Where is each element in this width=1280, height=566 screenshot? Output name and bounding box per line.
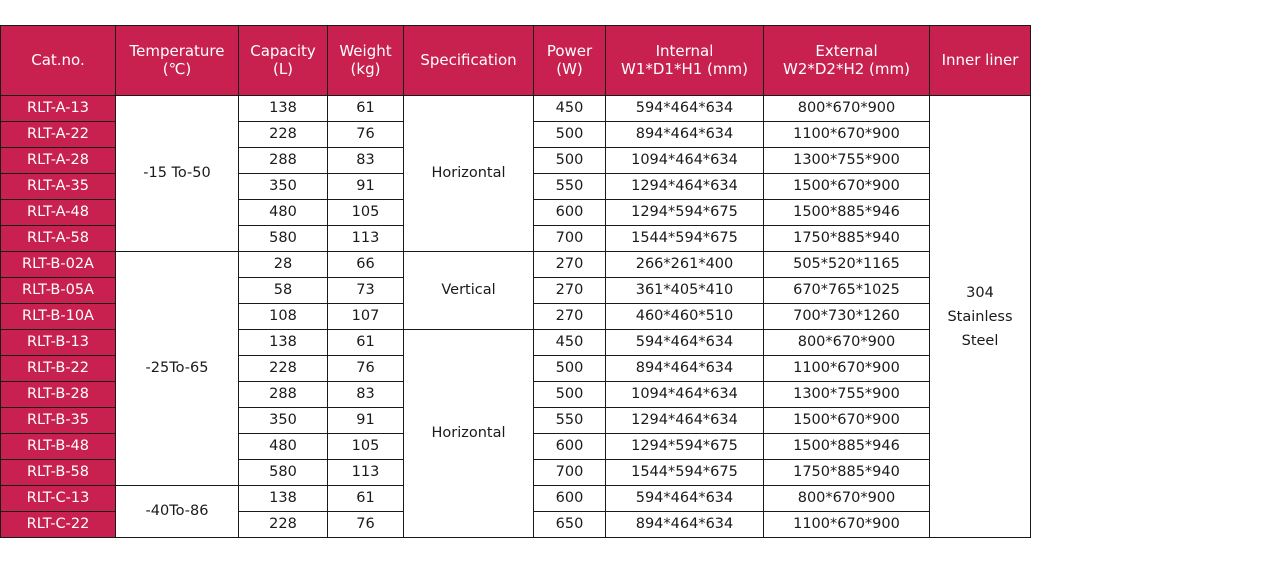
temperature-cell: -15 To-50	[116, 96, 239, 252]
cat-no-cell: RLT-B-58	[1, 460, 116, 486]
cat-no-cell: RLT-A-35	[1, 174, 116, 200]
weight-cell: 76	[328, 512, 404, 538]
internal-dim-cell: 1544*594*675	[606, 226, 764, 252]
internal-dim-cell: 894*464*634	[606, 512, 764, 538]
cat-no-cell: RLT-B-35	[1, 408, 116, 434]
temperature-cell: -40To-86	[116, 486, 239, 538]
internal-dim-cell: 894*464*634	[606, 122, 764, 148]
external-dim-cell: 1750*885*940	[764, 460, 930, 486]
external-dim-cell: 800*670*900	[764, 486, 930, 512]
power-cell: 550	[534, 408, 606, 434]
capacity-cell: 138	[239, 330, 328, 356]
capacity-cell: 138	[239, 486, 328, 512]
weight-cell: 76	[328, 122, 404, 148]
capacity-cell: 228	[239, 512, 328, 538]
header-weight: Weight (kg)	[328, 26, 404, 96]
weight-cell: 61	[328, 96, 404, 122]
capacity-cell: 58	[239, 278, 328, 304]
header-external: External W2*D2*H2 (mm)	[764, 26, 930, 96]
external-dim-cell: 505*520*1165	[764, 252, 930, 278]
power-cell: 500	[534, 148, 606, 174]
weight-cell: 76	[328, 356, 404, 382]
capacity-cell: 228	[239, 356, 328, 382]
power-cell: 450	[534, 330, 606, 356]
internal-dim-cell: 594*464*634	[606, 330, 764, 356]
specification-cell: Horizontal	[404, 330, 534, 538]
power-cell: 500	[534, 382, 606, 408]
internal-dim-cell: 1294*594*675	[606, 434, 764, 460]
specification-cell: Vertical	[404, 252, 534, 330]
weight-cell: 113	[328, 460, 404, 486]
external-dim-cell: 1300*755*900	[764, 382, 930, 408]
capacity-cell: 28	[239, 252, 328, 278]
power-cell: 270	[534, 278, 606, 304]
power-cell: 700	[534, 226, 606, 252]
header-row	[1, 26, 1031, 96]
header-internal: Internal W1*D1*H1 (mm)	[606, 26, 764, 96]
external-dim-cell: 1100*670*900	[764, 122, 930, 148]
internal-dim-cell: 1094*464*634	[606, 382, 764, 408]
external-dim-cell: 1500*885*946	[764, 200, 930, 226]
inner-liner-line: 304	[966, 284, 994, 301]
capacity-cell: 108	[239, 304, 328, 330]
external-dim-cell: 1500*670*900	[764, 174, 930, 200]
capacity-cell: 480	[239, 200, 328, 226]
power-cell: 600	[534, 486, 606, 512]
header-capacity: Capacity (L)	[239, 26, 328, 96]
weight-cell: 91	[328, 408, 404, 434]
table-row	[1, 96, 1031, 122]
cat-no-cell: RLT-A-28	[1, 148, 116, 174]
cat-no-cell: RLT-B-10A	[1, 304, 116, 330]
capacity-cell: 228	[239, 122, 328, 148]
weight-cell: 91	[328, 174, 404, 200]
internal-dim-cell: 460*460*510	[606, 304, 764, 330]
cat-no-cell: RLT-C-22	[1, 512, 116, 538]
weight-cell: 61	[328, 330, 404, 356]
power-cell: 450	[534, 96, 606, 122]
inner-liner-line: Stainless	[947, 308, 1013, 325]
weight-cell: 83	[328, 382, 404, 408]
capacity-cell: 580	[239, 226, 328, 252]
power-cell: 500	[534, 122, 606, 148]
external-dim-cell: 1100*670*900	[764, 512, 930, 538]
internal-dim-cell: 594*464*634	[606, 486, 764, 512]
internal-dim-cell: 1094*464*634	[606, 148, 764, 174]
table-row	[1, 252, 1031, 278]
capacity-cell: 580	[239, 460, 328, 486]
cat-no-cell: RLT-C-13	[1, 486, 116, 512]
weight-cell: 113	[328, 226, 404, 252]
external-dim-cell: 700*730*1260	[764, 304, 930, 330]
specification-cell: Horizontal	[404, 96, 534, 252]
external-dim-cell: 670*765*1025	[764, 278, 930, 304]
header-inner-liner: Inner liner	[930, 26, 1031, 96]
external-dim-cell: 1750*885*940	[764, 226, 930, 252]
cat-no-cell: RLT-A-22	[1, 122, 116, 148]
internal-dim-cell: 1294*464*634	[606, 408, 764, 434]
external-dim-cell: 800*670*900	[764, 96, 930, 122]
temperature-cell: -25To-65	[116, 252, 239, 486]
internal-dim-cell: 1294*594*675	[606, 200, 764, 226]
inner-liner-cell	[930, 96, 1031, 538]
internal-dim-cell: 894*464*634	[606, 356, 764, 382]
weight-cell: 61	[328, 486, 404, 512]
power-cell: 650	[534, 512, 606, 538]
cat-no-cell: RLT-B-28	[1, 382, 116, 408]
external-dim-cell: 800*670*900	[764, 330, 930, 356]
weight-cell: 83	[328, 148, 404, 174]
header-catno: Cat.no.	[1, 26, 116, 96]
spec-table	[0, 25, 1031, 538]
header-power: Power (W)	[534, 26, 606, 96]
internal-dim-cell: 594*464*634	[606, 96, 764, 122]
power-cell: 270	[534, 304, 606, 330]
cat-no-cell: RLT-B-13	[1, 330, 116, 356]
internal-dim-cell: 1544*594*675	[606, 460, 764, 486]
weight-cell: 66	[328, 252, 404, 278]
internal-dim-cell: 1294*464*634	[606, 174, 764, 200]
cat-no-cell: RLT-B-48	[1, 434, 116, 460]
cat-no-cell: RLT-B-22	[1, 356, 116, 382]
weight-cell: 105	[328, 434, 404, 460]
weight-cell: 73	[328, 278, 404, 304]
header-temperature: Temperature (℃)	[116, 26, 239, 96]
cat-no-cell: RLT-B-02A	[1, 252, 116, 278]
table-body	[1, 96, 1031, 538]
external-dim-cell: 1500*670*900	[764, 408, 930, 434]
capacity-cell: 288	[239, 148, 328, 174]
capacity-cell: 288	[239, 382, 328, 408]
weight-cell: 107	[328, 304, 404, 330]
external-dim-cell: 1100*670*900	[764, 356, 930, 382]
capacity-cell: 350	[239, 408, 328, 434]
power-cell: 550	[534, 174, 606, 200]
inner-liner-line: Steel	[961, 332, 999, 349]
capacity-cell: 350	[239, 174, 328, 200]
cat-no-cell: RLT-A-48	[1, 200, 116, 226]
cat-no-cell: RLT-B-05A	[1, 278, 116, 304]
internal-dim-cell: 266*261*400	[606, 252, 764, 278]
power-cell: 600	[534, 200, 606, 226]
power-cell: 270	[534, 252, 606, 278]
cat-no-cell: RLT-A-58	[1, 226, 116, 252]
external-dim-cell: 1500*885*946	[764, 434, 930, 460]
internal-dim-cell: 361*405*410	[606, 278, 764, 304]
capacity-cell: 480	[239, 434, 328, 460]
header-specification: Specification	[404, 26, 534, 96]
power-cell: 600	[534, 434, 606, 460]
weight-cell: 105	[328, 200, 404, 226]
capacity-cell: 138	[239, 96, 328, 122]
power-cell: 700	[534, 460, 606, 486]
external-dim-cell: 1300*755*900	[764, 148, 930, 174]
power-cell: 500	[534, 356, 606, 382]
cat-no-cell: RLT-A-13	[1, 96, 116, 122]
